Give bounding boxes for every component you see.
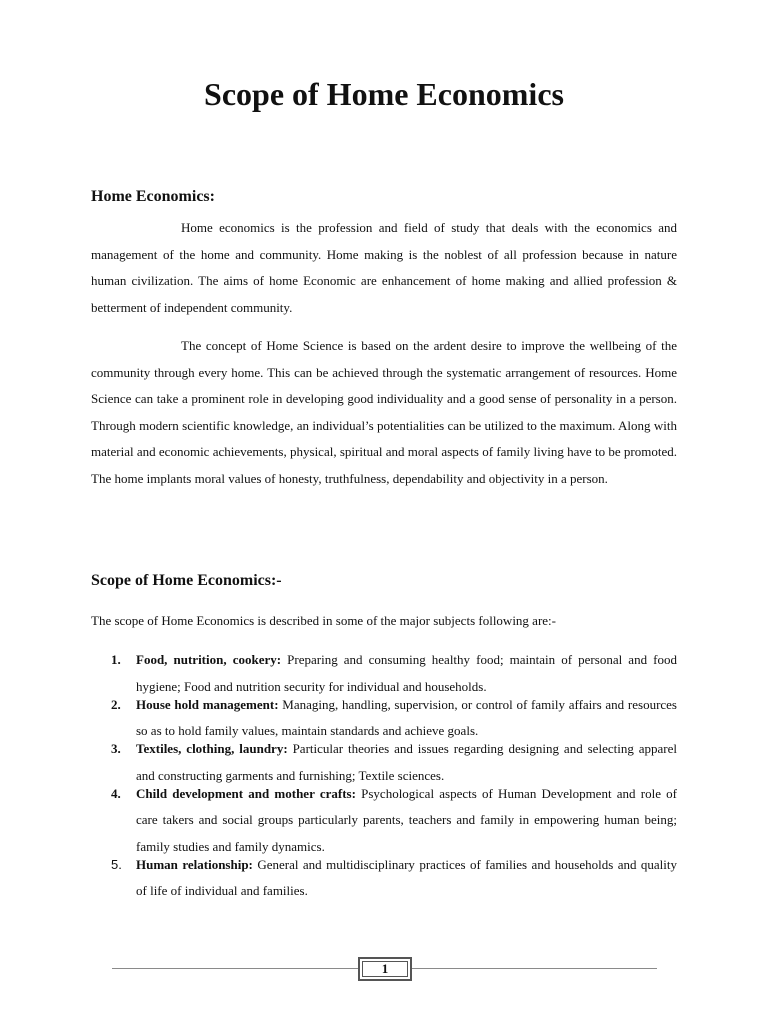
scope-intro: The scope of Home Economics is described in some of the major subjects following are:- <box>91 613 556 628</box>
scope-list <box>91 647 677 896</box>
section-heading-home-economics: Home Economics: <box>91 188 215 205</box>
paragraph-text: Home economics is the profession and field of study that deals with the economics and management of the home and community. Home making is the noblest of all profession because in nature human civilization. The aims of home Economic are enhancement of home making and allied profession & betterment of independent community. <box>91 220 677 315</box>
list-term: House hold management: <box>136 696 279 712</box>
list-text: Particular theories and issues regarding designing and selecting apparel and constructing garments and furnishing; Textile sciences. <box>136 741 677 783</box>
list-text: Psychological aspects of Human Development and role of care takers and social groups particularly parents, teachers and family in empowering human being; family studies and family dynamics. <box>136 785 677 854</box>
list-text: Preparing and consuming healthy food; maintain of personal and food hygiene; Food and nutrition security for individual and households. <box>136 652 677 694</box>
list-number: 4. <box>111 785 121 801</box>
paragraph-concept <box>91 333 677 492</box>
list-text: Managing, handling, supervision, or control of family affairs and resources so as to hold family values, maintain standards and achieve goals. <box>136 696 677 738</box>
section-heading-scope: Scope of Home Economics:- <box>91 572 282 589</box>
list-term: Human relationship: <box>136 856 253 872</box>
list-term: Food, nutrition, cookery: <box>136 652 282 667</box>
paragraph-definition <box>91 215 677 321</box>
list-item <box>91 852 677 905</box>
list-number: 2. <box>111 696 121 712</box>
list-term: Textiles, clothing, laundry: <box>136 741 288 756</box>
list-number: 3. <box>111 741 121 756</box>
list-item <box>91 781 677 861</box>
paragraph-text: The concept of Home Science is based on the ardent desire to improve the wellbeing of the community through every home. This can be achieved through the systematic arrangement of resources. Home Science can take a prominent role in developing good individuality and a good sense of personality in a person. Through modern scientific knowledge, an individual’s potentialities can be utilized to the maximum. Along with material and economic achievements, physical, spiritual and moral aspects of family living have to be promoted. The home implants moral values of honesty, truthfulness, dependability and objectivity in a person. <box>91 338 677 486</box>
list-number: 5. <box>111 856 122 872</box>
list-text: General and multidisciplinary practices of families and households and quality of life of individual and families. <box>136 856 677 898</box>
page-number: 1 <box>358 957 412 981</box>
list-term: Child development and mother crafts: <box>136 785 356 801</box>
list-number: 1. <box>111 652 121 667</box>
page-title: Scope of Home Economics <box>204 76 564 112</box>
